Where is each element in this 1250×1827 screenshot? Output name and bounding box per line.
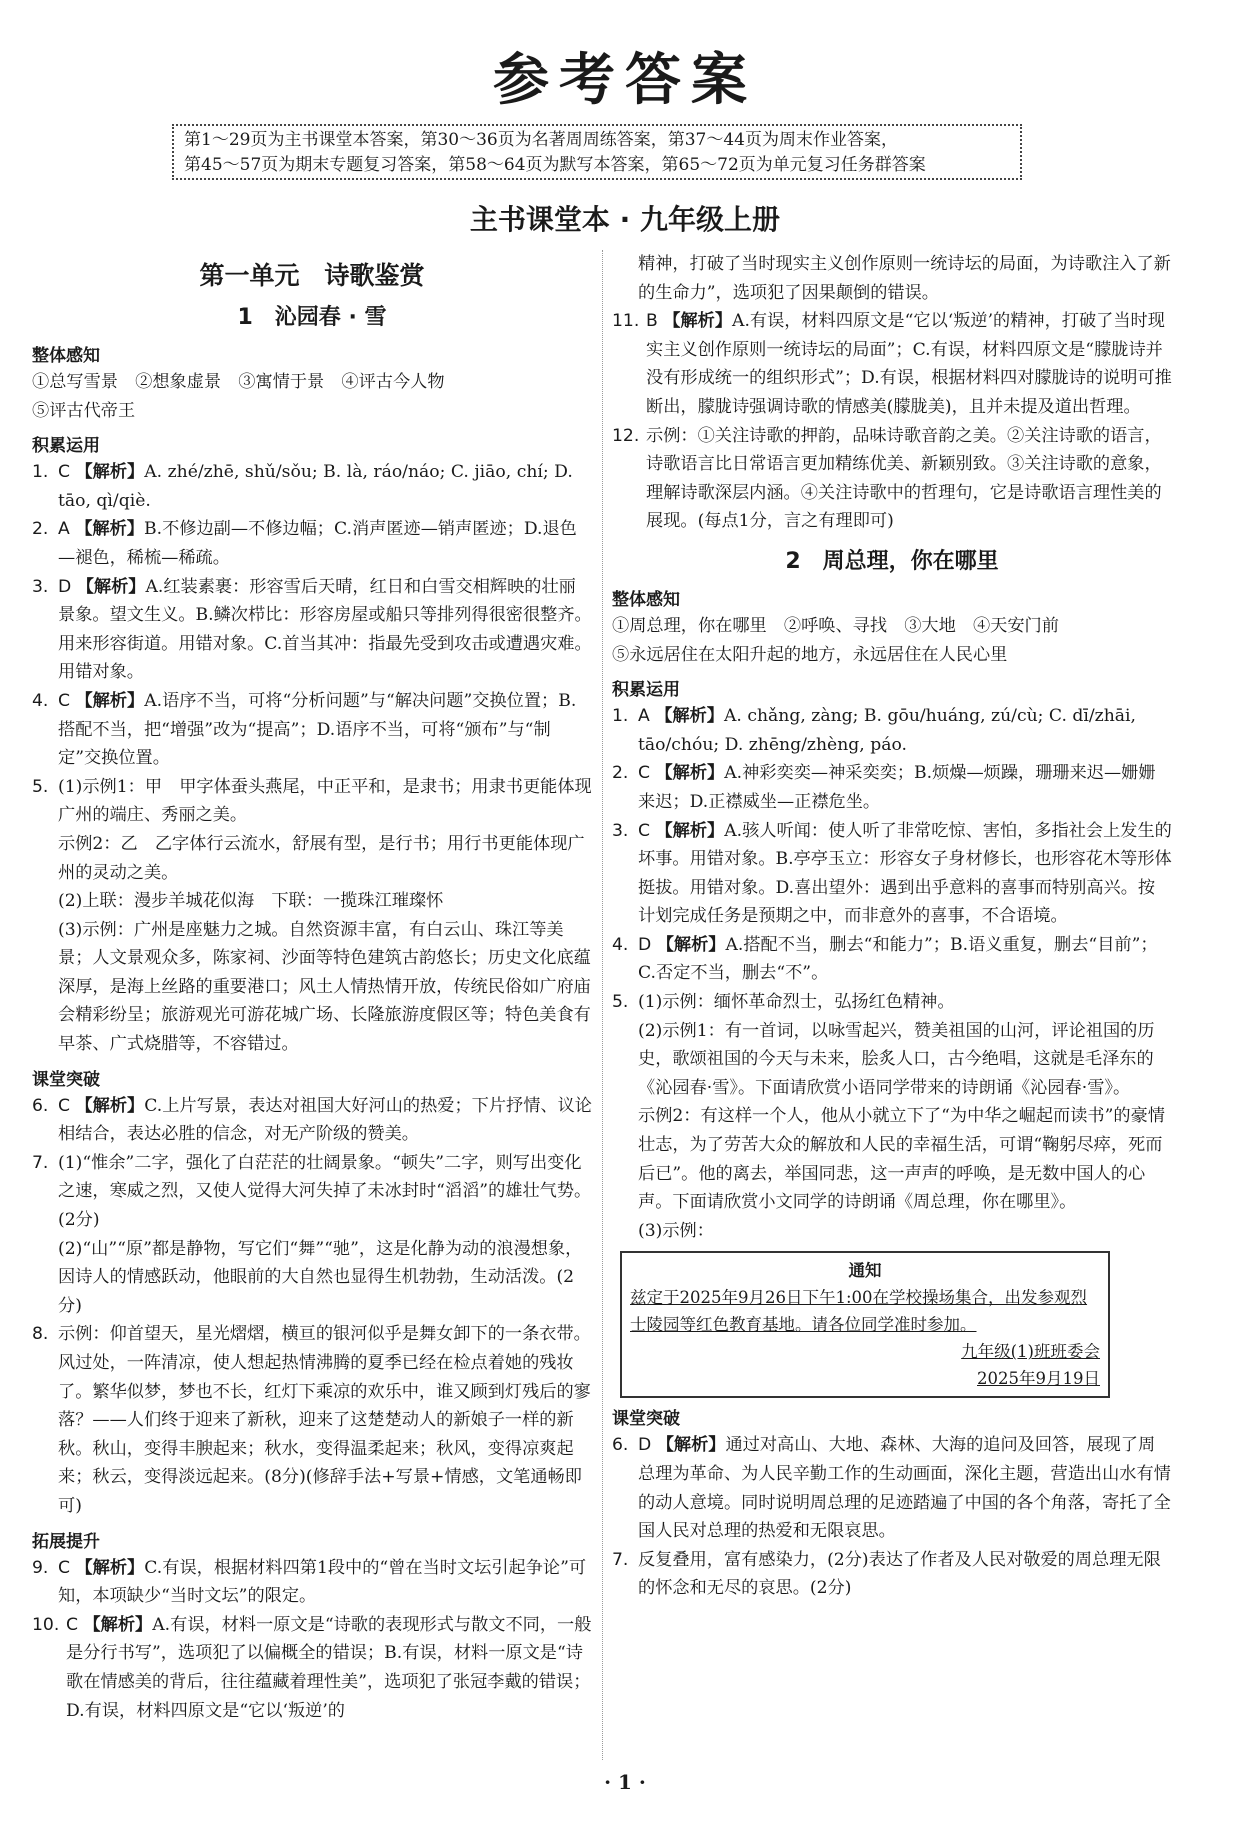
answer-line: (3)示例：广州是座魅力之城。自然资源丰富，有白云山、珠江等美景；人文景观众多，陈家祠、沙面等特色建筑古韵悠长；历史文化底蕴深厚，是海上丝路的重要港口；风土人情热情开放，传统民俗如广府庙会精彩纷呈；旅游观光可游花城广场、长隆旅游度假区等；特色美食有早茶、广式烧腊等，不容错过。 — [58, 919, 591, 1055]
question-item: 3. C 【解析】A.骇人听闻：使人听了非常吃惊、害怕，多指社会上发生的坏事。用错对象。B.亭亭玉立：形容女子身材修长，也形容花木等形体挺拔。用错对象。D.喜出望外：遇到出乎意料的喜事而特别高兴。按计划完成任务是预期之中，而非意外的喜事，不合语境。 — [612, 820, 1172, 927]
left-column — [32, 250, 592, 1725]
question-item: 10. C 【解析】A.有误，材料一原文是“诗歌的表现形式与散文不同，一般是分行书写”，选项犯了以偏概全的错误；B.有误，材料一原文是“诗歌在情感美的背后，往往蕴藏着理性美”，选项犯了张冠李戴的错误；D.有误，材料四原文是“它以‘叛逆’的 — [32, 1614, 592, 1721]
section-heading: 积累运用 — [32, 436, 100, 457]
section-heading: 课堂突破 — [612, 1409, 680, 1430]
note-line-1: 第1～29页为主书课堂本答案，第30～36页为名著周周练答案，第37～44页为周末作业答案， — [184, 130, 898, 150]
overall-line: ⑤评古代帝王 — [32, 400, 136, 421]
question-item: 5. (1)示例：缅怀革命烈士，弘扬红色精神。 — [612, 992, 955, 1013]
unit-title: 第一单元 诗歌鉴赏 — [199, 261, 425, 290]
notice-title: 通知 — [848, 1261, 882, 1281]
answer-line: (3)示例： — [638, 1220, 714, 1241]
notice-signature: 九年级(1)班班委会 — [961, 1342, 1100, 1362]
question-item: 9. C 【解析】C.有误，根据材料四第1段中的“曾在当时文坛引起争论”可知，本项缺少“当时文坛”的限定。 — [32, 1557, 587, 1607]
answer-line: 示例2：有这样一个人，他从小就立下了“为中华之崛起而读书”的豪情壮志，为了劳苦大众的解放和人民的幸福生活，可谓“鞠躬尽瘁，死而后已”。他的离去，举国同悲，这一声声的呼唤，是无数中国人的心声。下面请欣赏小文同学的诗朗诵《周总理，你在哪里》。 — [638, 1106, 1165, 1213]
question-item: 1. C 【解析】A. zhé/zhē, shǔ/sǒu; B. là, ráo/náo; C. jiāo, chí; D. tāo, qì/qiè. — [32, 462, 573, 511]
note-line-2: 第45～57页为期末专题复习答案，第58～64页为默写本答案，第65～72页为单元复习任务群答案 — [184, 155, 926, 175]
answer-line: (2)上联：漫步羊城花似海 下联：一揽珠江璀璨怀 — [58, 891, 444, 912]
question-item: 5. (1)示例1：甲 甲字体蚕头燕尾，中正平和，是隶书；用隶书更能体现广州的端庄、秀丽之美。 — [32, 776, 592, 826]
answer-line: (2)“山”“原”都是静物，写它们“舞”“驰”，这是化静为动的浪漫想象，因诗人的情感跃动，他眼前的大自然也显得生机勃勃，生动活泼。(2分) — [58, 1238, 583, 1316]
question-item: 6. C 【解析】C.上片写景，表达对祖国大好河山的热爱；下片抒情、议论相结合，表达必胜的信念，对无产阶级的赞美。 — [32, 1095, 592, 1145]
page-title: 参考答案 — [493, 48, 757, 113]
question-item: 11. B 【解析】A.有误，材料四原文是“它以‘叛逆’的精神，打破了当时现实主义创作原则一统诗坛的局面”；C.有误，材料四原文是“朦胧诗并没有形成统一的组织形式”；D.有误，根据材料四对朦胧诗的说明可推断出，朦胧诗强调诗歌的情感美(朦胧美)，且并未提及道出哲理。 — [612, 311, 1172, 417]
question-item: 4. D 【解析】A.搭配不当，删去“和能力”；B.语义重复，删去“目前”；C.否定不当，删去“不”。 — [612, 934, 1158, 984]
question-item: 4. C 【解析】A.语序不当，可将“分析问题”与“解决问题”交换位置；B.搭配不当，把“增强”改为“提高”；D.语序不当，可将“颁布”与“制定”交换位置。 — [32, 690, 577, 769]
notice-body: 兹定于2025年9月26日下午1:00在学校操场集合，出发参观烈士陵园等红色教育基地。请各位同学准时参加。 — [630, 1288, 1088, 1335]
question-item: 6. D 【解析】通过对高山、大地、森林、大海的追问及回答，展现了周总理为革命、为人民辛勤工作的生动画面，深化主题，营造出山水有情的动人意境。同时说明周总理的足迹踏遍了中国的各个角落，寄托了全国人民对总理的热爱和无限哀思。 — [612, 1435, 1171, 1542]
overall-line: ⑤永远居住在太阳升起的地方，永远居住在人民心里 — [612, 644, 1008, 665]
lesson-title: 2 周总理，你在哪里 — [785, 548, 999, 574]
page-range-note — [172, 124, 1022, 180]
column-divider — [602, 250, 603, 1760]
section-heading: 整体感知 — [612, 589, 680, 610]
overall-line: ①总写雪景 ②想象虚景 ③寓情于景 ④评古今人物 — [32, 372, 445, 392]
right-column — [612, 250, 1172, 1603]
question-item: 3. D 【解析】A.红装素裹：形容雪后天晴，红日和白雪交相辉映的壮丽景象。望文生义。B.鳞次栉比：形容房屋或船只等排列得很密很整齐。用来形容街道。用错对象。C.首当其冲：指最先受到攻击或遭遇灾难。用错对象。 — [32, 576, 592, 683]
overall-line: ①周总理，你在哪里 ②呼唤、寻找 ③大地 ④天安门前 — [612, 615, 1059, 636]
book-subtitle: 主书课堂本 · 九年级上册 — [469, 203, 781, 236]
notice-date: 2025年9月19日 — [977, 1369, 1100, 1389]
question-item: 7. (1)“惟余”二字，强化了白茫茫的壮阔景象。“顿失”二字，则写出变化之速，寒威之烈，又使人觉得大河失掉了未冰封时“滔滔”的雄壮气势。(2分) — [32, 1152, 592, 1231]
question-item: 8. 示例：仰首望天，星光熠熠，横亘的银河似乎是舞女卸下的一条衣带。风过处，一阵清凉，使人想起热情沸腾的夏季已经在检点着她的残妆了。繁华似梦，梦也不长，红灯下乘凉的欢乐中，谁又顾到灯残后的寥落？——人们终于迎来了新秋，迎来了这楚楚动人的新娘子一样的新秋。秋山，变得丰腴起来；秋水，变得温柔起来；秋风，变得凉爽起来；秋云，变得淡远起来。(8分)(修辞手法+写景+情感，文笔通畅即可) — [32, 1324, 591, 1516]
section-heading: 拓展提升 — [32, 1531, 100, 1552]
question-item: 12. 示例：①关注诗歌的押韵，品味诗歌音韵之美。②关注诗歌的语言，诗歌语言比日常语言更加精练优美、新颖别致。③关注诗歌的意象，理解诗歌深层内涵。④关注诗歌中的哲理句，它是诗歌语言理性美的展现。(每点1分，言之有理即可) — [612, 425, 1162, 532]
section-heading: 课堂突破 — [32, 1069, 100, 1090]
answer-line: 示例2：乙 乙字体行云流水，舒展有型，是行书；用行书更能体现广州的灵动之美。 — [58, 833, 585, 883]
question-item: 7. 反复叠用，富有感染力，(2分)表达了作者及人民对敬爱的周总理无限的怀念和无尽的哀思。(2分) — [612, 1549, 1161, 1599]
page-number: · 1 · — [604, 1770, 646, 1794]
question-item: 2. A 【解析】B.不修边副—不修边幅；C.消声匿迹—销声匿迹；D.退色—褪色，稀梳—稀疏。 — [32, 519, 577, 568]
question-item: 2. C 【解析】A.神彩奕奕—神采奕奕；B.烦燥—烦躁，珊珊来迟—姗姗来迟；D.正襟威坐—正襟危坐。 — [612, 763, 1156, 812]
question-item: 1. A 【解析】A. chǎng, zàng; B. gōu/huáng, zú/cù; C. dī/zhāi, tāo/chóu; D. zhēng/zhèng, páo. — [612, 706, 1137, 755]
notice-box — [620, 1251, 1110, 1398]
answer-line: (2)示例1：有一首词，以咏雪起兴，赞美祖国的山河，评论祖国的历史，歌颂祖国的今天与未来，脍炙人口，古今绝唱，这就是毛泽东的《沁园春·雪》。下面请欣赏小语同学带来的诗朗诵《沁园春·雪》。 — [638, 1020, 1155, 1098]
answer-continuation: 精神，打破了当时现实主义创作原则一统诗坛的局面，为诗歌注入了新的生命力”，选项犯了因果颠倒的错误。 — [638, 254, 1171, 303]
section-heading: 积累运用 — [612, 680, 680, 701]
lesson-title: 1 沁园春 · 雪 — [237, 305, 387, 330]
section-heading: 整体感知 — [32, 346, 100, 366]
